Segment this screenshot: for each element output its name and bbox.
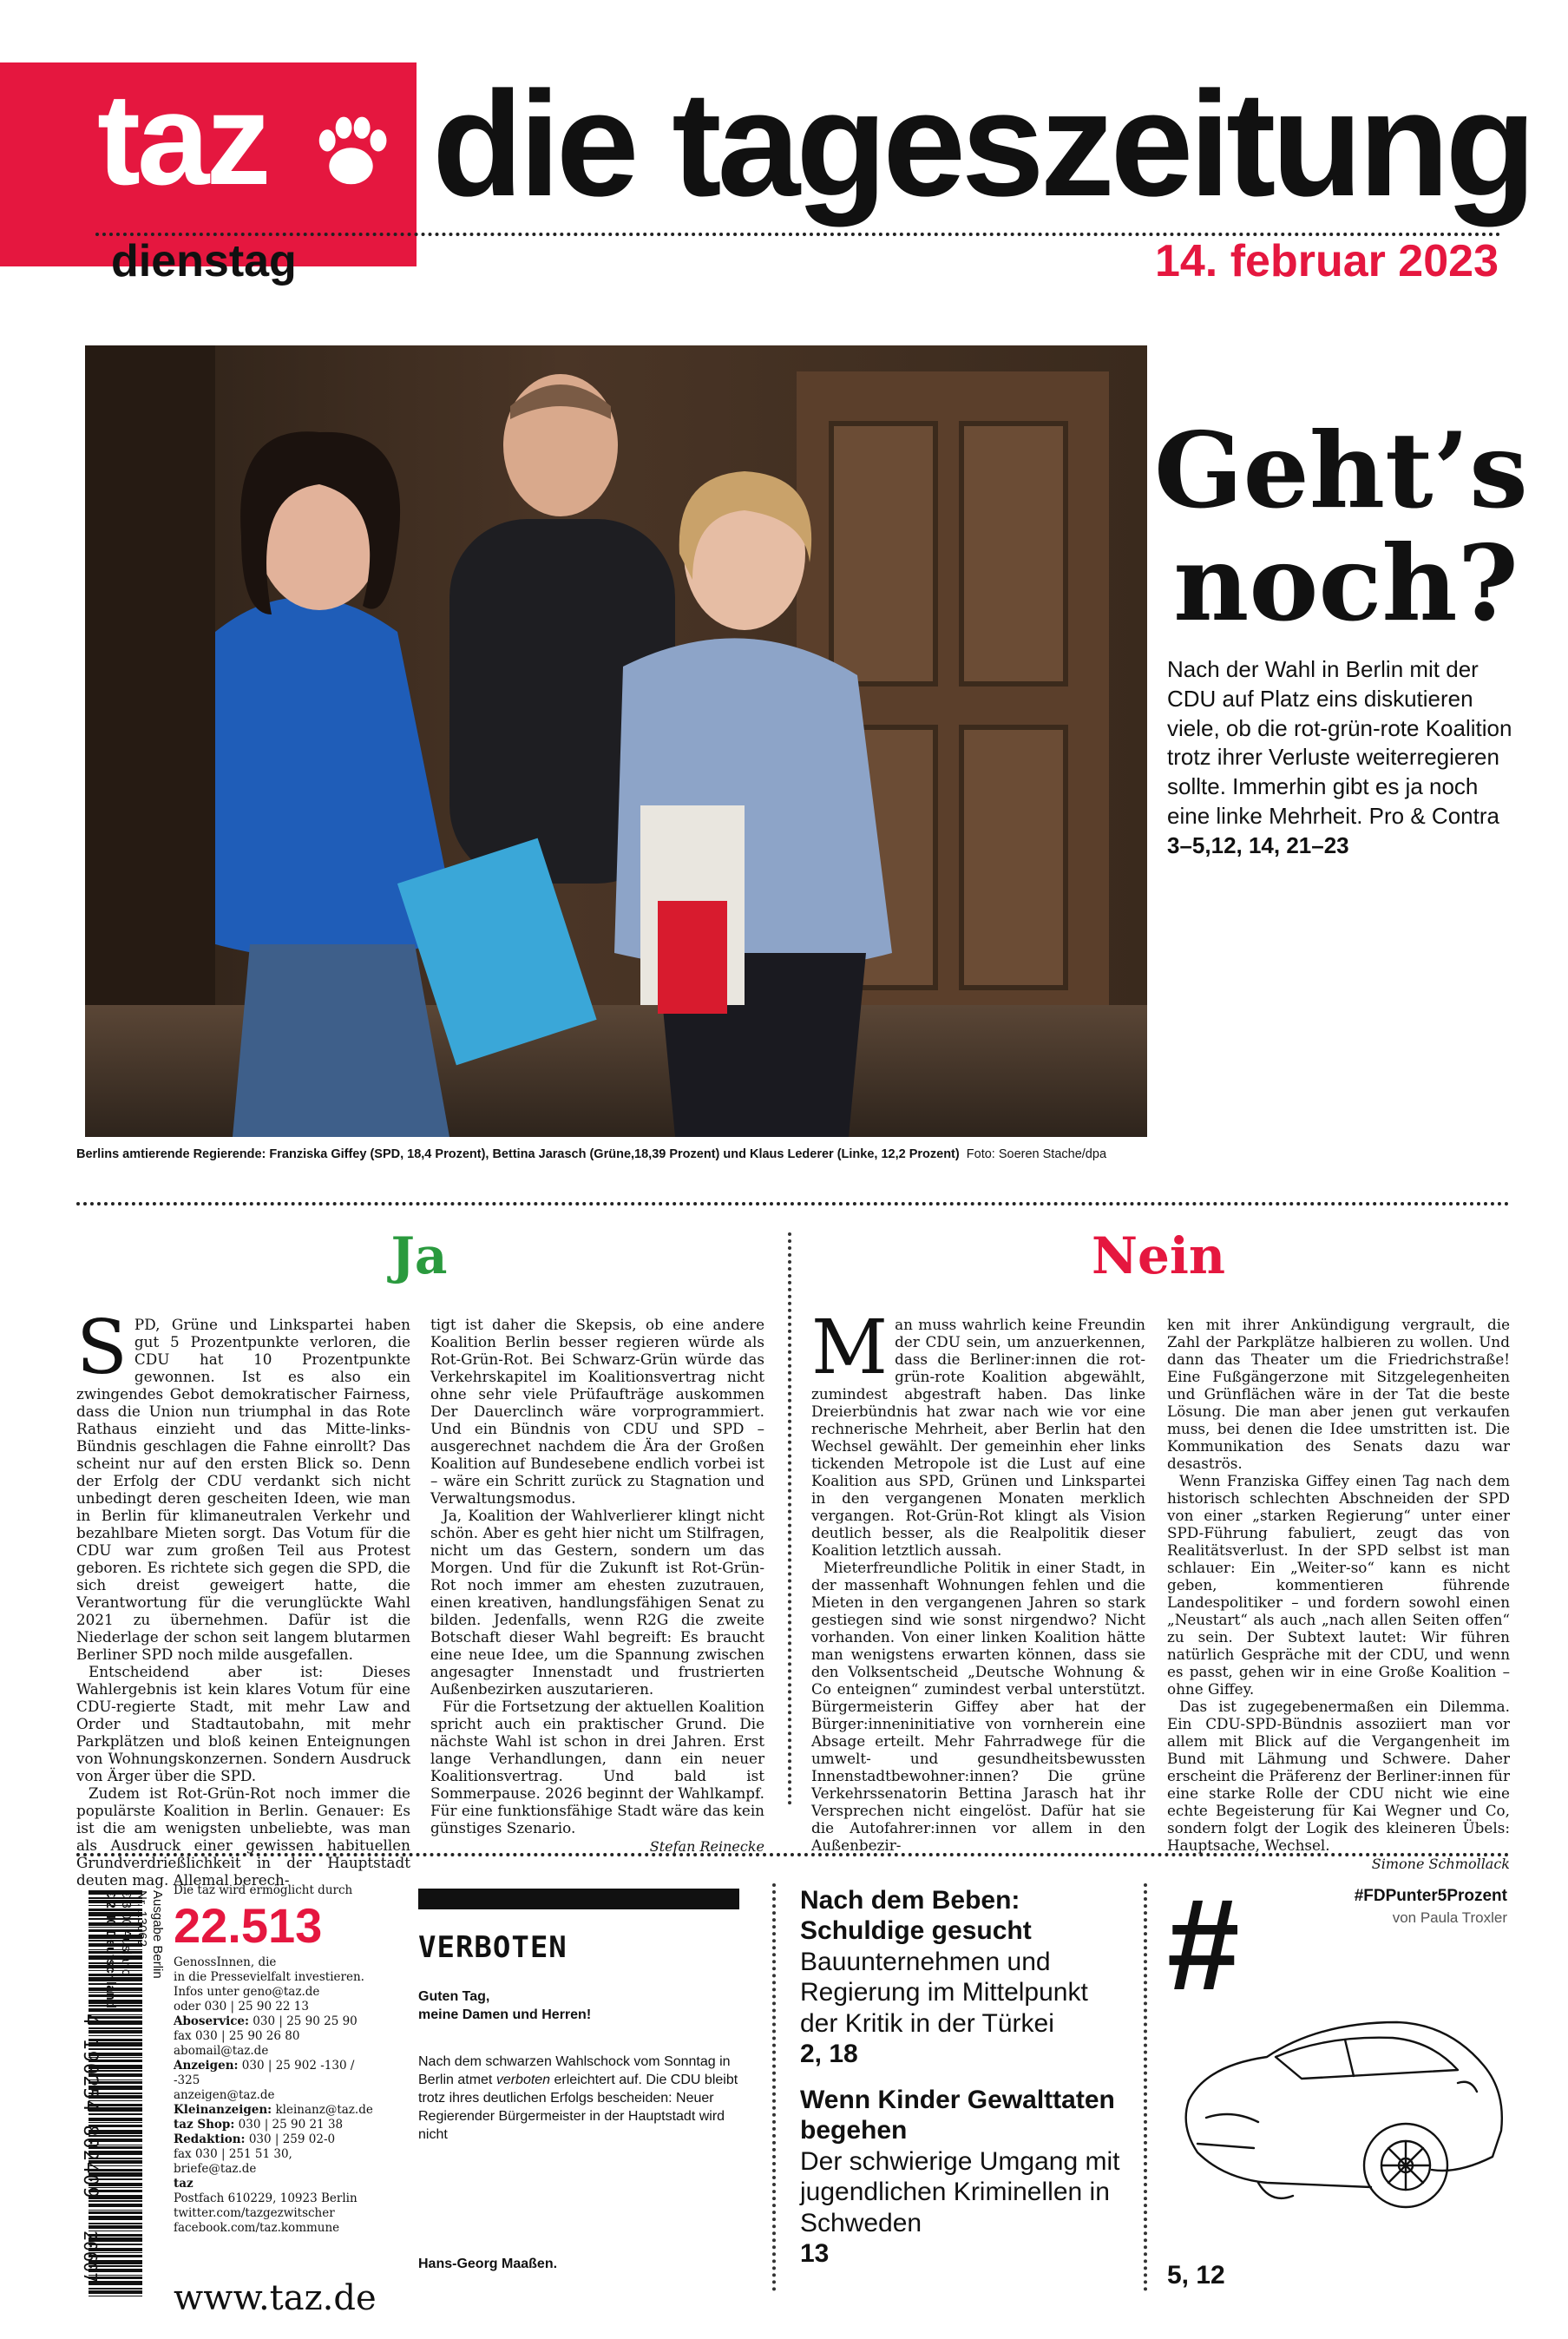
dropcap: S	[76, 1304, 128, 1391]
issue-date: 14. februar 2023	[1154, 236, 1499, 286]
imprint-intro: Die taz wird ermöglicht durch	[174, 1883, 353, 1897]
imprint-line	[174, 2147, 382, 2162]
imprint-value: 030 | 259 02-0	[245, 2132, 336, 2146]
imprint-line	[174, 2059, 382, 2088]
member-count: 22.513	[174, 1898, 323, 1953]
imprint-label: taz Shop:	[174, 2118, 235, 2132]
teaser-article[interactable]	[800, 2085, 1130, 2269]
barcode-bar	[89, 2288, 142, 2290]
lead-teaser-text: Nach der Wahl in Berlin mit der CDU auf Platz eins diskutieren viele, ob die rot-grün-rote Koalition trotz ihrer Verluste weiterregieren sollte. Immerhin gibt es ja noch eine linke Mehrheit. Pro & Contra	[1167, 656, 1512, 829]
barcode-bar	[89, 2216, 142, 2220]
greeting-line-2: meine Damen und Herren!	[418, 2007, 592, 2022]
barcode-bar	[89, 2210, 142, 2211]
imprint-value: abomail@taz.de	[174, 2044, 269, 2058]
imprint-line	[174, 2014, 382, 2029]
paragraph: PD, Grüne und Linkspartei haben gut 5 Prozentpunkte verloren, die CDU hat 10 Prozentpunkte gewonnen. Ist es also ein zwingendes Gebot demokratischer Fairness, dass die Union nun triumphal in das Rote Rathaus einzieht und das Mitte-links-Bündnis geschlagen die Fahne einrollt? Das scheint nur auf den ersten Blick so. Denn der Erfolg der CDU verdankt sich nicht unbedingt deren gescheiten Ideen, wie man in Berlin für klimaneutralen Verkehr und bezahlbare Mieten sorgt. Das Votum für die CDU war zum großen Teil aus Protest geboren. Es richtete sich gegen die SPD, die sich dreist geweigert hatte, die Verantwortung für die verunglückte Wahl 2021 zu übernehmen. Dafür ist die Niederlage der schon seit langem blutarmen Berliner SPD noch milde ausgefallen.	[76, 1316, 410, 1663]
paragraph: Entscheidend aber ist: Dieses Wahlergebnis ist kein klares Votum für eine CDU-regierte Stadt, mit mehr Law and Order und Stadtautobahn, mit mehr Parkplätzen und bloß keinen Enteignungen von Wohnungskonzernen. Sondern Ausdruck von Ärger über die SPD.	[76, 1663, 410, 1784]
paragraph: Für die Fortsetzung der aktuellen Koalition spricht auch ein praktischer Grund. Die nächste Wahl ist schon in drei Jahren. Erst lange Verhandlungen, dann ein neuer Koalitionsvertrag. Und bald ist Sommerpause. 2026 beginnt der Wahlkampf. Für eine funktionsfähige Stadt wäre das kein günstiges Szenario.	[430, 1698, 764, 1836]
barcode-bar	[89, 2200, 142, 2202]
paragraph: Mieterfreundliche Politik in einer Stadt, in der massenhaft Wohnungen fehlen und die Mieten in den vergangenen Jahren so stark gestiegen sind wie sonst nirgendwo? Nicht vorhanden. Von einer linken Koalition hätte man wenigstens erwarten können, dass sie den Volksentscheid „Deutsche Wohnung & Co enteignen“ zumindest verbal unterstützt. Bürgermeisterin Giffey aber hat der Bürger:inneninitiative von vornherein eine Absage erteilt. Mehr Fahrradwege für die umwelt- und gesundheitsbewussten Innenstadtbewohner:innen? Die grüne Verkehrssenatorin Bettina Jarasch hat ihr Versprechen nicht eingelöst. Dafür hat sie die Autofahrer:innen vor allem in den Außenbezir-	[811, 1559, 1145, 1854]
taz-logo[interactable]: taz	[97, 66, 268, 212]
imprint-line	[174, 2206, 382, 2221]
barcode-bar	[89, 2290, 142, 2294]
imprint-value: GenossInnen, die	[174, 1955, 277, 1969]
contra-author: Simone Schmollack	[1371, 1856, 1510, 1872]
paragraph: an muss wahrlich keine Freundin der CDU sein, um anzuerkennen, dass die Berliner:innen die rot-grün-rote Koalition abgewählt, zumindest abgestraft haben. Das linke Dreierbündnis hat zwar nach wie vor eine rechnerische Mehrheit, aber Berlin hat den Wechsel gewählt. Der gemeinhin eher links tickenden Metropole ist die Lust auf eine Koalition aus SPD, Grünen und Linkspartei in den vergangenen Monaten merklich vergangen. Rot-Grün-Rot klingt als Vision deutlich besser, als die Realpolitik dieser Koalition letztlich aussah.	[811, 1316, 1145, 1559]
paragraph: Zudem ist Rot-Grün-Rot noch immer die populärste Koalition in Berlin. Genauer: Es ist die am wenigsten unbeliebte, was man als Ausdruck einer gewissen habituellen Grundverdrießlichkeit in der Hauptstadt deuten mag. Allemal berech-	[76, 1784, 410, 1889]
verboten-text-2: erleichtert auf. Die CDU bleibt trotz ihres deutlichen Erfolgs bescheiden: Neuer Regierender Bürgermeister in der Hauptstadt wird nicht	[418, 2073, 738, 2142]
barcode-bar	[89, 2225, 142, 2229]
bottom-divider	[76, 1853, 1510, 1856]
paragraph: ken mit ihrer Ankündigung vergrault, die Zahl der Parkplätze halbieren zu wollen. Und dann das Theater um die Friedrichstraße! Eine Fußgängerzone mit Sitzgelegenheiten und Grünflächen wäre in der Tat die beste Lösung. Die man aber jenen gut verkaufen muss, bei denen die Idee umstritten ist. Die Kommunikation des Senats dazu war desaströs.	[1167, 1316, 1510, 1472]
imprint-line	[174, 2029, 382, 2044]
imprint-line	[174, 2118, 382, 2132]
hash-icon: #	[1167, 1871, 1240, 2017]
cartoon-author: von Paula Troxler	[1392, 1909, 1507, 1926]
contra-title: Nein	[1091, 1226, 1226, 1285]
dropcap: M	[811, 1304, 889, 1391]
imprint-lines	[174, 1955, 382, 2236]
imprint-line	[174, 1955, 382, 1970]
imprint-value: 030 | 25 902 -130 / -325	[174, 2059, 355, 2087]
photo-caption	[76, 1147, 1106, 1161]
teaser-pages: 13	[800, 2238, 830, 2268]
imprint-value: fax 030 | 251 51 30,	[174, 2147, 292, 2161]
imprint-value: kleinanz@taz.de	[272, 2103, 373, 2117]
imprint-value: twitter.com/tazgezwitscher	[174, 2206, 335, 2220]
column-divider	[772, 1883, 776, 2291]
price: € 2,40 Deutschland	[103, 1890, 118, 2008]
verboten-title: VERBOTEN	[418, 1930, 567, 1965]
imprint	[174, 1883, 382, 2236]
cartoon-pages: 5, 12	[1167, 2261, 1225, 2290]
pro-title: Ja	[390, 1226, 448, 1285]
imprint-line	[174, 2103, 382, 2118]
imprint-value: Infos unter geno@taz.de	[174, 1985, 320, 1999]
pro-author: Stefan Reinecke	[649, 1838, 764, 1855]
edition-info	[102, 1890, 165, 2008]
imprint-value: oder 030 | 25 90 22 13	[174, 2000, 309, 2014]
pro-column-2	[430, 1316, 764, 1855]
imprint-label: Kleinanzeigen:	[174, 2103, 272, 2117]
teaser-body: Bauunternehmen und Regierung im Mittelpunkt der Kritik in der Türkei	[800, 1947, 1088, 2038]
website-link[interactable]: www.taz.de	[174, 2278, 377, 2318]
paragraph: Wenn Franziska Giffey einen Tag nach dem historisch schlechten Abschneiden der SPD von einer „starken Regierung“ unter einer SPD-Führung fabuliert, zeugt das von Realitätsverlust. In der SPD selbst ist man schlauer: Ein „Weiter-so“ kann es nicht geben, kommentieren führende Landespolitiker – und fordern sowohl einen „Neustart“ als auch „nach allen Seiten offen“ zu sein. Der Subtext lautet: Wir führen natürlich Gespräche mit der CDU, und wenn es passt, gehen wir in eine Große Koalition – ohne Giffey.	[1167, 1472, 1510, 1698]
barcode-number: 4 190254 802409	[79, 2014, 101, 2199]
imprint-line	[174, 2000, 382, 2014]
barcode-bar	[89, 2008, 142, 2012]
paragraph: tigt ist daher die Skepsis, ob eine andere Koalition Berlin besser regieren würde als Rot-Grün-Rot. Bei Schwarz-Grün würde das Verkehrskapitel im Koalitionsvertrag nicht ohne sehr viele Prüfaufträge auskommen Der Dauerclinch wäre vorprogrammiert. Und ein Bündnis von CDU und SPD – ausgerechnet nachdem die Ära der Großen Koalition auf Bundesebene endlich vorbei ist – wäre ein Schritt zurück zu Stagnation und Verwaltungsmodus.	[430, 1316, 764, 1507]
imprint-line	[174, 2044, 382, 2059]
paragraph: Ja, Koalition der Wahlverlierer klingt nicht schön. Aber es geht hier nicht um Stilfragen, nicht um das Gestern, sondern um das Morgen. Und für die Zukunft ist Rot-Grün-Rot noch immer am ehesten zuzutrauen, einen kreativen, handlungsfähigen Senat zu bilden. Jedenfalls, wenn R2G die zweite Botschaft dieser Wahl begreift: Es braucht eine neue Idee, um die Spannung zwischen angesagter Innenstadt und frustrierten Außenbezirken auszutarieren.	[430, 1507, 764, 1698]
barcode-bar	[89, 2223, 142, 2224]
paragraph: Das ist zugegebenermaßen ein Dilemma. Ein CDU-SPD-Bündnis assoziiert man vor allem mit Blick auf die Vergangenheit im Bund mit Lähmung und Schwere. Daher erscheint die Präferenz der Berliner:innen für eine starke Rolle der CDU nicht wie eine echte Begeisterung für Kai Wegner und Co, sondern folgt der Logik des kleineren Übels: Hauptsache, Wechsel.	[1167, 1698, 1510, 1854]
headline-line-2: noch?	[1173, 522, 1519, 645]
column-divider	[1144, 1883, 1147, 2291]
greeting-line-1: Guten Tag,	[418, 1989, 490, 2004]
photo-credit: Foto: Soeren Stache/dpa	[966, 1147, 1107, 1161]
verboten-author: Hans-Georg Maaßen.	[418, 2257, 558, 2271]
teaser-pages: 2, 18	[800, 2039, 858, 2068]
imprint-label: Anzeigen:	[174, 2059, 239, 2073]
imprint-value: briefe@taz.de	[174, 2162, 257, 2176]
paper-name: die tageszeitung	[432, 61, 1532, 227]
price-abroad: € 3,00 Ausland	[119, 1890, 134, 1977]
weekday: dienstag	[111, 236, 297, 286]
teaser-body: Der schwierige Umgang mit jugendlichen Kriminellen in Schweden	[800, 2146, 1120, 2237]
cartoon-title: #FDPunter5Prozent	[1354, 1887, 1507, 1905]
caption-text: Berlins amtierende Regierende: Franziska Giffey (SPD, 18,4 Prozent), Bettina Jarasch (Grüne,18,39 Prozent) und Klaus Lederer (Linke, 12,2 Prozent)	[76, 1147, 960, 1161]
column-divider	[788, 1232, 791, 1805]
pro-column-1	[76, 1304, 410, 1889]
verboten-bar	[418, 1889, 739, 1909]
teaser-headline: Wenn Kinder Gewalttaten begehen	[800, 2086, 1115, 2145]
verboten-body	[418, 2053, 739, 2144]
imprint-line	[174, 2132, 382, 2147]
barcode-bar	[89, 2211, 142, 2214]
barcode-addon: 20607	[80, 2231, 101, 2283]
lead-photo-illustration	[85, 345, 1147, 1137]
imprint-label: Aboservice:	[174, 2014, 249, 2028]
imprint-line	[174, 2191, 382, 2206]
imprint-value: facebook.com/taz.kommune	[174, 2221, 340, 2235]
teaser-headline: Nach dem Beben: Schuldige gesucht	[800, 1886, 1032, 1946]
imprint-value: fax 030 | 25 90 26 80	[174, 2029, 300, 2043]
imprint-label: Redaktion:	[174, 2132, 246, 2146]
verboten-em: verboten	[495, 2073, 551, 2087]
teaser-article[interactable]	[800, 1885, 1130, 2069]
imprint-line	[174, 2177, 382, 2191]
imprint-line	[174, 2221, 382, 2236]
verboten-greeting	[418, 1987, 739, 2024]
edition: Ausgabe Berlin	[150, 1890, 165, 1979]
lead-photo	[85, 345, 1147, 1137]
imprint-value: anzeigen@taz.de	[174, 2088, 275, 2102]
headline-line-1: Geht’s	[1154, 410, 1528, 532]
imprint-value: in die Pressevielfalt investieren.	[174, 1970, 364, 1984]
imprint-line	[174, 2088, 382, 2103]
imprint-line	[174, 1970, 382, 1985]
lead-page-refs[interactable]: 3–5,12, 14, 21–23	[1167, 831, 1349, 858]
lead-headline[interactable]	[1154, 410, 1528, 645]
contra-column-1	[811, 1304, 1145, 1854]
contra-column-2	[1167, 1316, 1510, 1872]
car-cartoon-icon	[1171, 1970, 1510, 2239]
section-divider	[76, 1202, 1510, 1206]
issue-number: Nr. 13062	[134, 1890, 149, 1948]
imprint-line	[174, 1985, 382, 2000]
imprint-label: taz	[174, 2177, 194, 2191]
imprint-value: 030 | 25 90 21 38	[234, 2118, 344, 2132]
lead-teaser	[1167, 655, 1519, 861]
imprint-line	[174, 2162, 382, 2177]
imprint-value: Postfach 610229, 10923 Berlin	[174, 2191, 358, 2205]
imprint-value: 030 | 25 90 25 90	[249, 2014, 358, 2028]
paw-icon	[305, 106, 397, 197]
verboten-text-1: Nach dem schwarzen Wahlschock vom Sonntag in Berlin atmet	[418, 2054, 731, 2087]
barcode-bar	[89, 2204, 142, 2207]
